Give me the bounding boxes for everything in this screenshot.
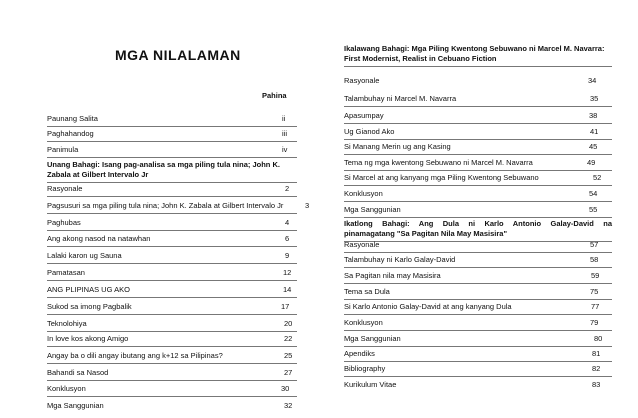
toc-entry-label: Paunang Salita	[47, 114, 98, 123]
toc-entry	[344, 111, 612, 121]
toc-entry-label: Konklusyon	[344, 318, 383, 327]
toc-entry-page: 14	[283, 285, 292, 294]
toc-entry-page: 22	[284, 334, 293, 343]
toc-entry	[47, 145, 297, 155]
toc-entry-label: Ug Gianod Ako	[344, 127, 395, 136]
toc-entry-label: Kurikulum Vitae	[344, 380, 397, 389]
toc-entry-page: 49	[587, 158, 596, 167]
toc-entry-page: 83	[592, 380, 601, 389]
toc-entry	[344, 255, 612, 265]
toc-entry	[47, 285, 297, 295]
toc-entry-label: Tema sa Dula	[344, 287, 390, 296]
toc-entry-page: 52	[593, 173, 602, 182]
toc-entry-page: 82	[592, 364, 601, 373]
toc-entry	[344, 205, 612, 215]
toc-entry-page: 41	[590, 127, 599, 136]
toc-entry	[344, 158, 612, 168]
toc-entry	[344, 142, 612, 152]
section-heading-line-2: pinamagatang "Sa Pagitan Nila May Masisira"	[344, 229, 507, 238]
toc-entry	[47, 334, 297, 344]
toc-entry-page: iv	[282, 145, 288, 154]
toc-entry-label: Mga Sanggunian	[344, 205, 401, 214]
toc-entry	[47, 251, 297, 261]
toc-entry	[344, 318, 612, 328]
toc-entry-label: Si Manang Merin ug ang Kasing	[344, 142, 451, 151]
toc-entry	[47, 114, 297, 124]
toc-entry-page: 45	[589, 142, 598, 151]
toc-entry	[47, 268, 297, 278]
toc-entry	[344, 127, 612, 137]
toc-entry-label: Lalaki karon ug Sauna	[47, 251, 122, 260]
toc-entry	[344, 189, 612, 199]
toc-entry-page: 27	[284, 368, 293, 377]
toc-entry	[344, 334, 612, 344]
section-heading-unang-bahagi: Unang Bahagi: Isang pag-analisa sa mga piling tula nina; John K. Zabala at Gilbert Intervalo Jr	[47, 160, 297, 180]
toc-entry-page: 12	[283, 268, 292, 277]
toc-entry	[47, 234, 297, 244]
toc-entry-label: Si Marcel at ang kanyang mga Piling Kwentong Sebuwano	[344, 173, 539, 182]
toc-entry-page: 3	[305, 201, 310, 210]
section-heading-ikatlong-bahagi	[344, 219, 612, 239]
toc-entry-page: 54	[589, 189, 598, 198]
toc-entry	[344, 271, 612, 281]
toc-entry-label: Panimula	[47, 145, 79, 154]
section-heading-ikalawang-bahagi: Ikalawang Bahagi: Mga Piling Kwentong Sebuwano ni Marcel M. Navarra: First Modernist, Realist in Cebuano Fiction	[344, 44, 612, 64]
toc-entry-page: 9	[285, 251, 290, 260]
toc-entry-label: Talambuhay ni Karlo Galay-David	[344, 255, 456, 264]
toc-entry-label: Angay ba o dili angay ibutang ang k+12 sa Pilipinas?	[47, 351, 223, 360]
toc-entry-label: Sukod sa imong Pagbalik	[47, 302, 132, 311]
toc-entry-page: 20	[284, 319, 293, 328]
toc-entry-label: Sa Pagitan nila may Masisira	[344, 271, 441, 280]
toc-entry-page: ii	[282, 114, 286, 123]
toc-entry-page: 57	[590, 240, 599, 249]
toc-entry-label: Si Karlo Antonio Galay-David at ang kanyang Dula	[344, 302, 512, 311]
toc-entry	[344, 380, 612, 390]
toc-entry-page: 59	[591, 271, 600, 280]
toc-entry-label: Mga Sanggunian	[344, 334, 401, 343]
toc-entry-page: 58	[590, 255, 599, 264]
toc-entry-page: 32	[284, 401, 293, 410]
toc-entry-label: Bahandi sa Nasod	[47, 368, 109, 377]
toc-entry	[47, 129, 297, 139]
toc-entry-page: 38	[589, 111, 598, 120]
toc-entry-label: Talambuhay ni Marcel M. Navarra	[344, 94, 457, 103]
toc-entry-label: Rasyonale	[344, 240, 380, 249]
section-heading-line-1: Ikatlong Bahagi: Ang Dula ni Karlo Antonio Galay-David na	[344, 219, 612, 228]
toc-entry-page: 30	[281, 384, 290, 393]
toc-entry-page: 34	[588, 76, 597, 85]
toc-entry-label: Paghahandog	[47, 129, 94, 138]
toc-entry	[47, 302, 297, 312]
toc-entry-label: Pamatasan	[47, 268, 85, 277]
toc-entry-page: 80	[594, 334, 603, 343]
toc-entry-page: 79	[590, 318, 599, 327]
toc-entry-page: 2	[285, 184, 290, 193]
toc-entry-page: 81	[592, 349, 601, 358]
toc-entry	[47, 384, 297, 394]
toc-entry-label: Rasyonale	[47, 184, 83, 193]
toc-entry	[344, 173, 612, 183]
toc-entry-label: Rasyonale	[344, 76, 380, 85]
toc-entry	[344, 364, 612, 374]
toc-entry	[344, 302, 612, 312]
toc-entry-label: Pagsusuri sa mga piling tula nina; John K. Zabala at Gilbert Intervalo Jr	[47, 201, 284, 210]
toc-entry-page: 77	[591, 302, 600, 311]
toc-entry-page: iii	[282, 129, 287, 138]
toc-entry-label: ANG PLIPINAS UG AKO	[47, 285, 130, 294]
toc-entry-page: 55	[589, 205, 598, 214]
toc-entry	[344, 287, 612, 297]
toc-entry-label: Konklusyon	[47, 384, 86, 393]
toc-entry-page: 75	[590, 287, 599, 296]
toc-entry-label: Apasumpay	[344, 111, 384, 120]
toc-entry	[344, 349, 612, 359]
toc-entry-label: Apendiks	[344, 349, 375, 358]
toc-entry	[344, 94, 612, 104]
toc-entry-page: 35	[590, 94, 599, 103]
toc-entry-label: Paghubas	[47, 218, 81, 227]
toc-entry-page: 6	[285, 234, 290, 243]
toc-entry-label: Mga Sanggunian	[47, 401, 104, 410]
toc-entry-page: 17	[281, 302, 290, 311]
toc-entry	[344, 240, 612, 250]
toc-entry-label: Bibliography	[344, 364, 386, 373]
toc-entry	[47, 368, 297, 378]
toc-entry-label: Konklusyon	[344, 189, 383, 198]
toc-entry	[47, 184, 297, 194]
toc-entry-label: Tema ng mga kwentong Sebuwano ni Marcel M. Navarra	[344, 158, 533, 167]
toc-entry	[47, 351, 297, 361]
toc-entry	[344, 76, 612, 86]
toc-entry	[47, 218, 297, 228]
page-column-header: Pahina	[262, 91, 287, 100]
toc-entry-label: In love kos akong Amigo	[47, 334, 129, 343]
toc-title: MGA NILALAMAN	[115, 47, 241, 63]
toc-entry	[47, 319, 297, 329]
toc-entry	[47, 401, 297, 411]
toc-entry-label: Ang akong nasod na natawhan	[47, 234, 151, 243]
toc-entry-label: Teknolohiya	[47, 319, 87, 328]
toc-entry-page: 25	[284, 351, 293, 360]
toc-entry-page: 4	[285, 218, 290, 227]
toc-entry	[47, 201, 310, 211]
